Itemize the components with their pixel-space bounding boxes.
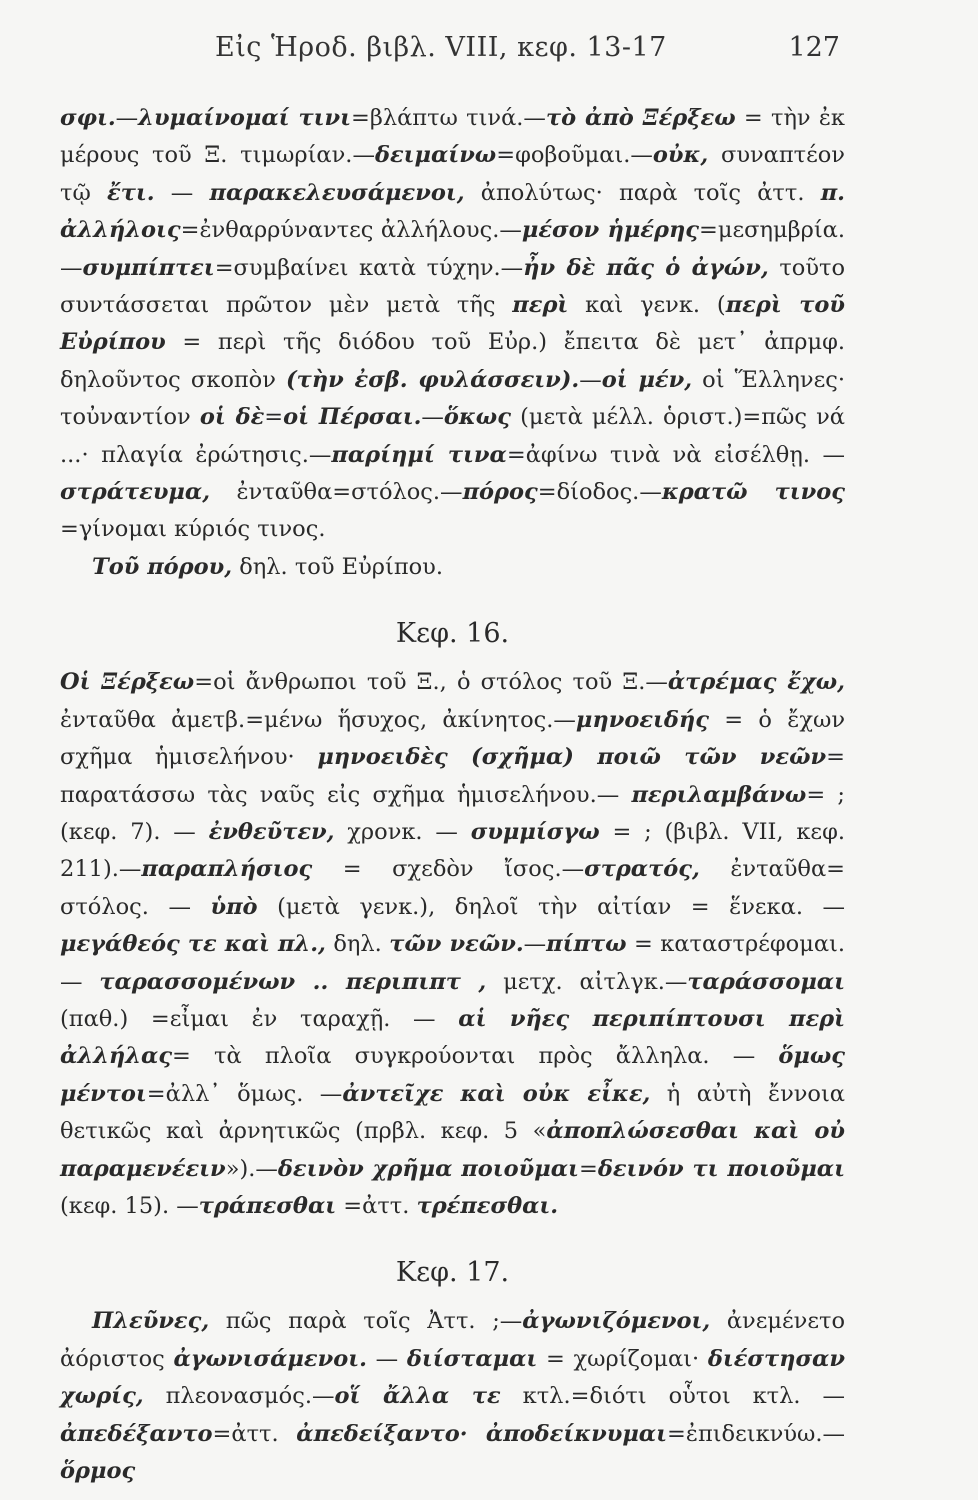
gloss-text: =ἀλλ᾽ ὅμως. — [146,1080,343,1107]
lemma: ἀπεδείξαντο· ἀποδείκνυμαι [296,1420,668,1447]
lemma: ὅκως [443,404,511,431]
lemma: ἦν δὲ πᾶς ὁ ἀγών, [523,254,769,281]
lemma: λυμαίνομαί τινι [138,105,351,131]
gloss-text: ἐνταῦθα ἀμετβ.=μένω ἥσυχος, ἀκίνητος.— [60,706,576,733]
gloss-text: = ; (κεφ. 7). — [60,781,845,845]
lemma: οἵ ἄλλα τε [334,1383,501,1410]
lemma: Τοῦ πόρου, [92,553,233,580]
gloss-text: συναπτέον τῷ [60,142,845,206]
lemma: ὑπὸ [210,893,258,920]
lemma: οἱ μέν, [601,366,693,393]
lemma: ταράσσομαι [687,968,846,995]
commentary-paragraph [60,549,845,586]
gloss-text: — [366,1345,407,1372]
lemma: περὶ [512,292,569,319]
lemma: δεινόν τι ποιοῦμαι [597,1155,845,1182]
gloss-text: — [579,366,602,393]
page-number: 127 [788,32,840,63]
lemma: αἱ νῆες περιπίπτουσι περὶ ἀλλήλας [60,1005,845,1070]
gloss-text: =μεσημβρία.— [60,217,845,281]
lemma: πόρος [462,479,538,506]
page-header [60,32,840,72]
lemma: ἔτι. [107,179,155,206]
gloss-text: — [523,931,547,958]
gloss-text: =ἀφίνω τινὰ νὰ εἰσέλθῃ. — [506,441,845,468]
gloss-text: χρονκ. — [334,818,471,845]
lemma: διέστησαν χωρίς, [60,1345,845,1410]
lemma: παρακελευσάμενοι, [209,179,465,206]
lemma: στρατός, [584,856,700,883]
gloss-text: =ἐπιδεικνύω.— [667,1420,845,1447]
lemma: περὶ τοῦ Εὐρίπου [60,292,845,356]
lemma: σφι. [60,105,116,131]
lemma: δεινὸν χρῆμα ποιοῦμαι [277,1155,579,1182]
lemma: δειμαίνω [374,142,497,169]
gloss-text: =βλάπτω τινά.— [350,105,546,131]
lemma: ἀτρέμας ἔχω, [667,669,845,696]
gloss-text: =συμβαίνει κατὰ τύχην.— [214,254,524,281]
lemma: τῶν νεῶν. [389,931,524,958]
lemma: ὅμως μέντοι [60,1043,845,1107]
commentary-paragraph [60,1303,845,1490]
gloss-text: δηλ. τοῦ Εὐρίπου. [232,553,443,580]
gloss-text: = σχεδὸν ἴσος.— [312,856,585,883]
gloss-text: ἡ αὐτὴ ἔννοια θετικῶς καὶ ἀρνητικῶς (πρβλ. κεφ. 5 « [60,1080,845,1145]
gloss-text: =οἱ ἄνθρωποι τοῦ Ξ., ὁ στόλος τοῦ Ξ.— [194,669,668,696]
lemma: οὐκ, [652,142,709,169]
lemma: συμμίσγω [470,818,600,845]
gloss-text: (κεφ. 15). — [60,1192,199,1219]
gloss-text: — [154,179,210,206]
lemma: συμπίπτει [82,254,215,281]
lemma: παραπλήσιος [141,856,313,883]
gloss-text: ἀπολύτως· παρὰ τοῖς ἀττ. [464,179,821,206]
lemma: οἱ δὲ [199,404,265,431]
lemma: κρατῶ τινος [661,479,845,506]
gloss-text: ἐνταῦθα=στόλος.— [210,479,463,506]
gloss-text: »).— [225,1155,278,1182]
lemma: ἀποπλώσεσθαι καὶ οὐ παραμενέειν [60,1118,845,1182]
gloss-text: καὶ γενκ. ( [568,292,726,319]
chapter-heading: Κεφ. 16. [395,618,510,650]
lemma: οἱ Πέρσαι. [283,404,422,431]
gloss-text: (μετὰ μέλλ. ὁριστ.)=πῶς νά ...· πλαγία ἐρώτησις.— [60,404,845,468]
gloss-text: = [264,404,284,431]
gloss-text: =δίοδος.— [537,479,662,506]
commentary-paragraph [60,100,845,549]
gloss-text: = χωρίζομαι· [537,1345,708,1372]
lemma: Οἱ Ξέρξεω [60,669,195,696]
gloss-text: πῶς παρὰ τοῖς Ἀττ. ;— [209,1308,523,1335]
gloss-text: = παρατάσσω τὰς ναῦς εἰς σχῆμα ἡμισελήνου.— [60,744,845,808]
gloss-text: = τὰ πλοῖα συγκρούονται πρὸς ἄλληλα. — [172,1043,779,1070]
gloss-text: = καταστρέφομαι.— [60,931,845,995]
lemma: ὅρμος [60,1458,136,1484]
lemma: τρέπεσθαι. [416,1192,559,1219]
lemma: ἐνθεῦτεν, [208,818,335,845]
lemma: μέσον ἡμέρης [521,217,699,244]
gloss-text: πλεονασμός.— [143,1383,335,1410]
gloss-text: (παθ.) =εἶμαι ἐν ταραχῇ. — [60,1005,459,1032]
lemma: περιλαμβάνω [631,781,807,808]
gloss-text: = ; (βιβλ. VII, κεφ. 211).— [60,818,845,883]
gloss-text: μετχ. αἰτλγκ.— [486,968,688,995]
lemma: στράτευμα, [60,479,211,506]
gloss-text: = [578,1155,598,1182]
gloss-text: ἀνεμένετο ἀόριστος [60,1308,845,1372]
commentary-paragraph [60,664,845,1225]
lemma: (τὴν ἐσβ. φυλάσσειν). [285,366,580,393]
lemma: π. ἀλλήλοις [60,179,845,244]
gloss-text: ἐνταῦθα= στόλος. — [60,856,845,920]
gloss-text: = ὁ ἔχων σχῆμα ἡμισελήνου· [60,706,845,771]
lemma: ἀπεδέξαντο [60,1420,213,1447]
lemma: ἀγωνισάμενοι. [173,1345,367,1372]
gloss-text: =γίνομαι κύριός τινος. [60,516,326,543]
lemma: τὸ ἀπὸ Ξέρξεω [545,105,736,131]
lemma: μηνοειδὲς (σχῆμα) ποιῶ τῶν νεῶν [317,744,827,771]
gloss-text: τοῦτο συντάσσεται πρῶτον μὲν μετὰ τῆς [60,254,846,319]
gloss-text: — [115,105,139,131]
gloss-text: =ἀττ. [336,1192,417,1219]
gloss-text: οἱ Ἕλληνες· τοὐναντίον [60,366,845,431]
gloss-text: =ἀττ. [212,1420,297,1447]
gloss-text: δηλ. [325,931,390,958]
lemma: πίπτω [546,931,627,958]
gloss-text: — [421,404,444,431]
lemma: μηνοειδής [575,706,709,733]
gloss-text: κτλ.=διότι οὗτοι κτλ. — [500,1383,846,1410]
lemma: μεγάθεός τε καὶ πλ., [60,931,326,958]
commentary-body [60,100,845,1490]
lemma: διίσταμαι [406,1345,538,1372]
gloss-text: =ἐνθαρρύναντες ἀλλήλους.— [180,217,522,244]
lemma: ἀγωνιζόμενοι, [522,1308,711,1335]
gloss-text: =φοβοῦμαι.— [496,142,653,169]
gloss-text: (μετὰ γενκ.), δηλοῖ τὴν αἰτίαν = ἕνεκα. — [257,893,845,920]
lemma: τράπεσθαι [198,1192,337,1219]
gloss-text: = τὴν ἐκ μέρους τοῦ Ξ. τιμωρίαν.— [60,105,845,169]
lemma: ἀντεῖχε καὶ οὐκ εἶκε, [342,1080,651,1107]
running-title: Εἰς Ἡροδ. βιβλ. VIII, κεφ. 13-17 [215,32,667,63]
chapter-heading: Κεφ. 17. [395,1257,510,1289]
lemma: Πλεῦνες, [92,1308,210,1335]
gloss-text: = περὶ τῆς διόδου τοῦ Εὐρ.) ἔπειτα δὲ μετ᾽ ἀπρμφ. δηλοῦντος σκοπὸν [60,329,845,393]
lemma: παρίημί τινα [331,441,507,468]
lemma: ταρασσομένων .. περιπιπτ , [99,968,487,995]
